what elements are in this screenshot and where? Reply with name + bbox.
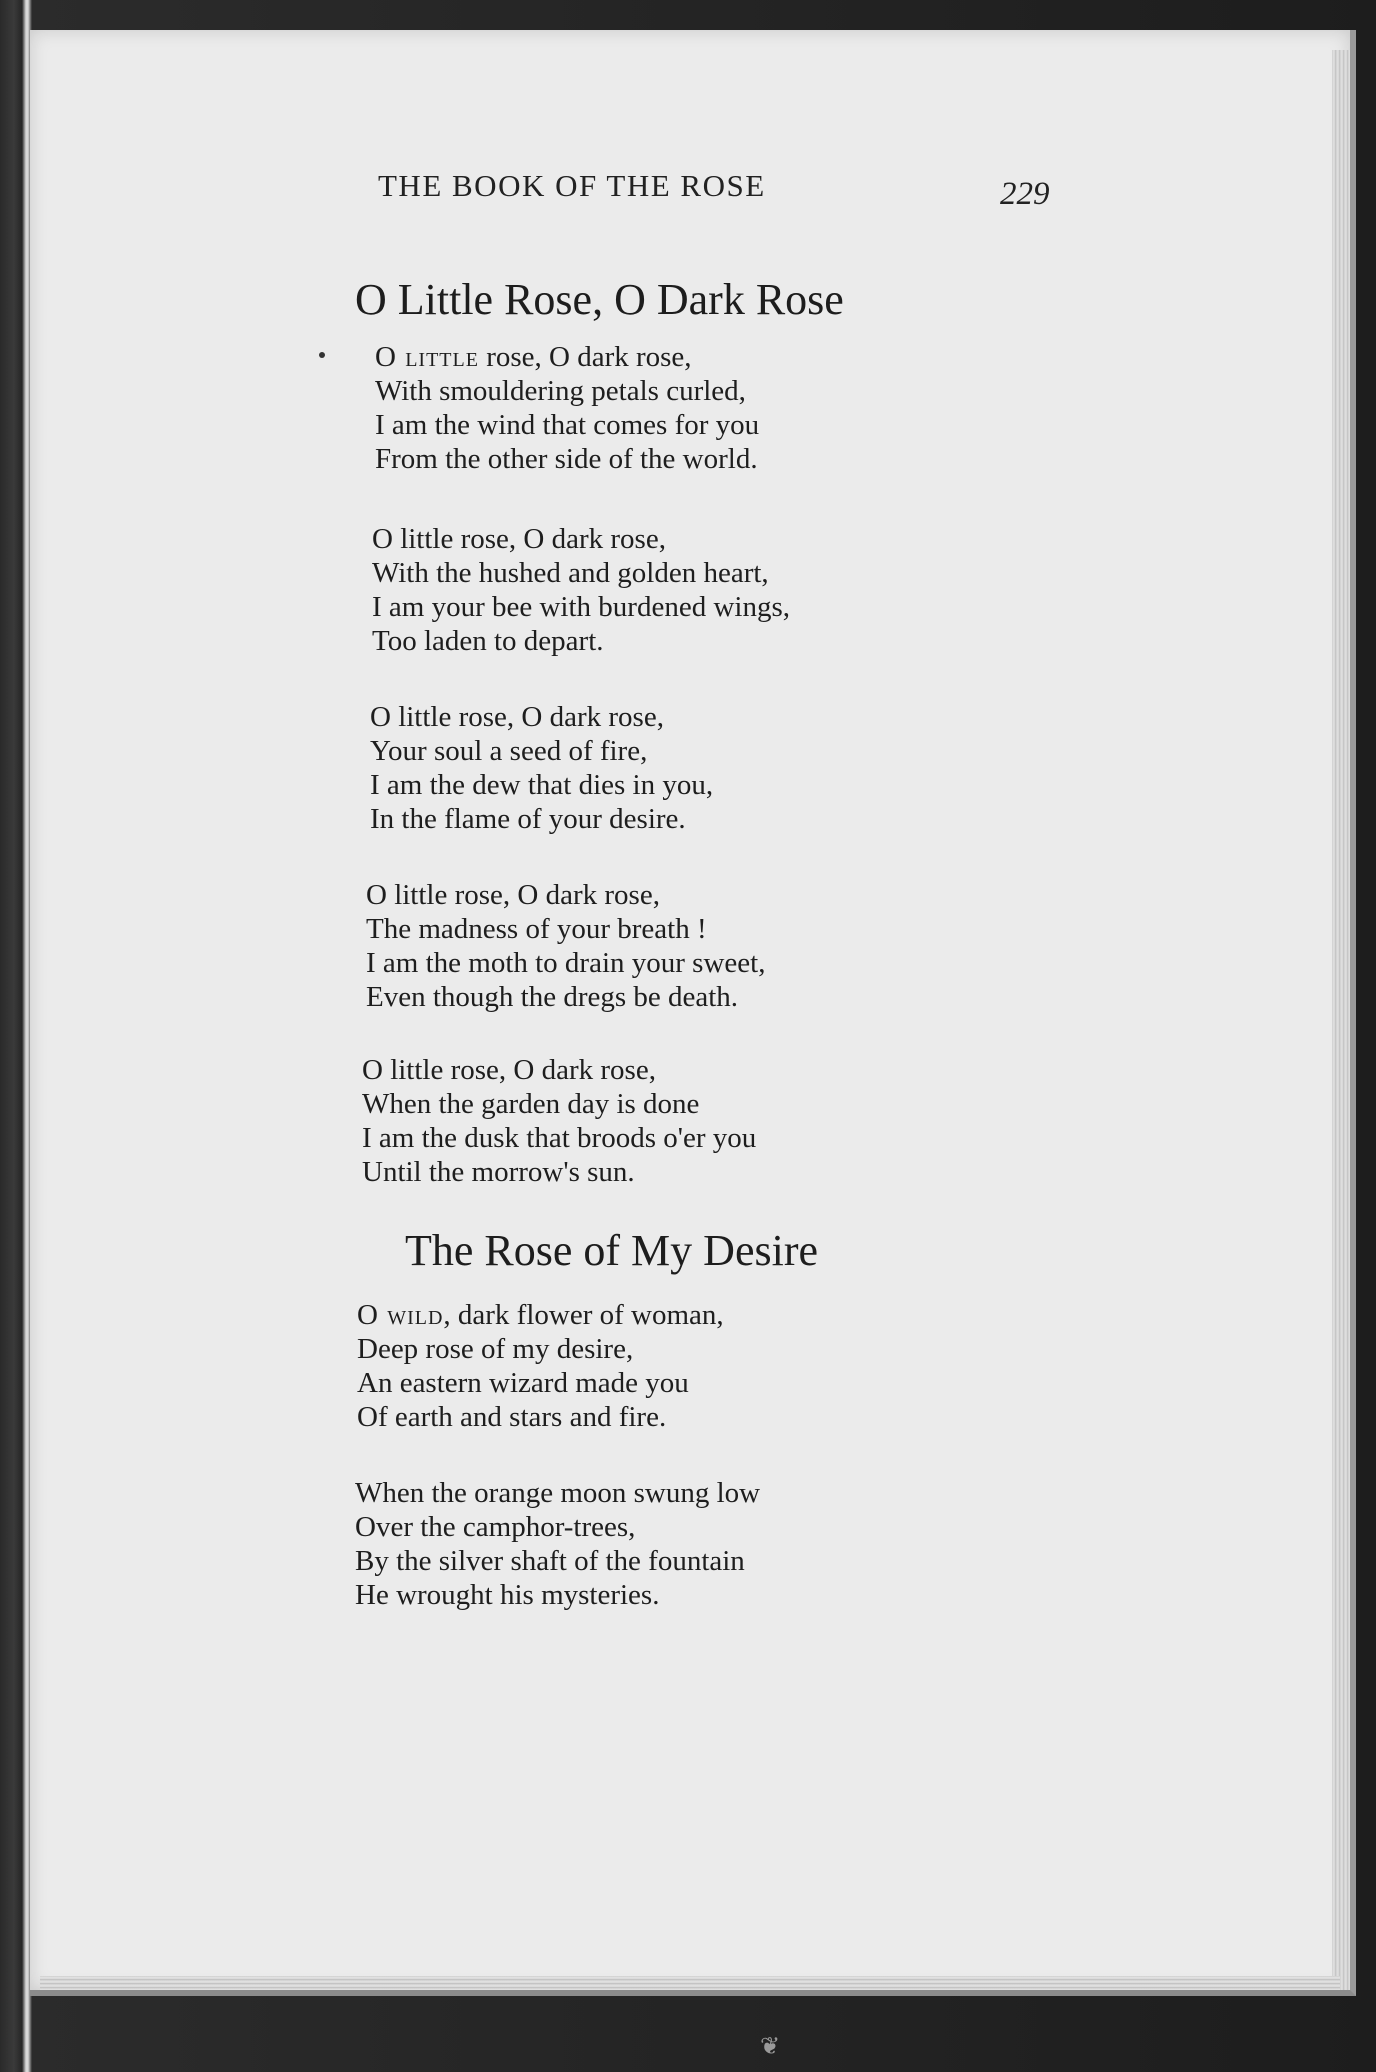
stanza-line: When the garden day is done — [362, 1088, 700, 1120]
stanza-line: He wrought his mysteries. — [355, 1579, 660, 1611]
stanza-line: With the hushed and golden heart, — [372, 557, 769, 589]
stanza-line: I am the moth to drain your sweet, — [366, 947, 766, 979]
page-edge-right — [1332, 50, 1350, 1990]
stanza-line: In the flame of your desire. — [370, 803, 686, 835]
scan-speck-icon: ❦ — [760, 2034, 781, 2060]
poem2-stanza-2 — [355, 1476, 760, 1612]
poem1-stanza-2 — [372, 522, 790, 658]
poem-title-little-rose: O Little Rose, O Dark Rose — [355, 275, 844, 324]
first-line-rest: rose, O dark rose, — [478, 341, 692, 373]
stanza-line: O little rose, O dark rose, — [362, 1054, 656, 1086]
stanza-line: I am the dew that dies in you, — [370, 769, 714, 801]
stanza-line: Deep rose of my desire, — [357, 1333, 634, 1365]
stanza-line: With smouldering petals curled, — [375, 375, 746, 407]
poem2-stanza-1 — [357, 1298, 724, 1434]
stanza-line — [375, 340, 759, 374]
poem1-stanza-5 — [362, 1053, 756, 1189]
poem1-stanza-4 — [366, 878, 765, 1014]
stanza-line: Even though the dregs be death. — [366, 981, 739, 1013]
stanza-line: Until the morrow's sun. — [362, 1156, 635, 1188]
page-edge-bottom — [40, 1976, 1340, 1990]
poem-title-rose-of-desire: The Rose of My Desire — [405, 1226, 819, 1275]
stanza-line: An eastern wizard made you — [357, 1367, 689, 1399]
stanza-line: O little rose, O dark rose, — [370, 701, 664, 733]
first-line-rest: , dark flower of woman, — [443, 1299, 724, 1331]
stanza-line: Your soul a seed of fire, — [370, 735, 648, 767]
stanza-line: From the other side of the world. — [375, 443, 758, 475]
poem1-stanza-3 — [370, 700, 713, 836]
stanza-line: I am the dusk that broods o'er you — [362, 1122, 757, 1154]
stanza-line: I am your bee with burdened wings, — [372, 591, 790, 623]
page-number: 229 — [1000, 176, 1050, 212]
stanza-line: I am the wind that comes for you — [375, 409, 760, 441]
stanza-line: By the silver shaft of the fountain — [355, 1545, 745, 1577]
stanza-line: Over the camphor-trees, — [355, 1511, 636, 1543]
stanza-line: When the orange moon swung low — [355, 1477, 761, 1509]
stanza-line: O little rose, O dark rose, — [372, 523, 666, 555]
stanza-line — [357, 1298, 724, 1332]
poem1-stanza-1 — [375, 340, 759, 476]
lead-small-caps: O little — [375, 341, 479, 373]
running-head: THE BOOK OF THE ROSE — [378, 168, 766, 203]
stanza-line: The madness of your breath ! — [366, 913, 707, 945]
lead-small-caps: O wild — [357, 1299, 444, 1331]
stanza-line: O little rose, O dark rose, — [366, 879, 660, 911]
margin-mark — [319, 352, 325, 358]
stanza-line: Of earth and stars and fire. — [357, 1401, 667, 1433]
stanza-line: Too laden to depart. — [372, 625, 604, 657]
